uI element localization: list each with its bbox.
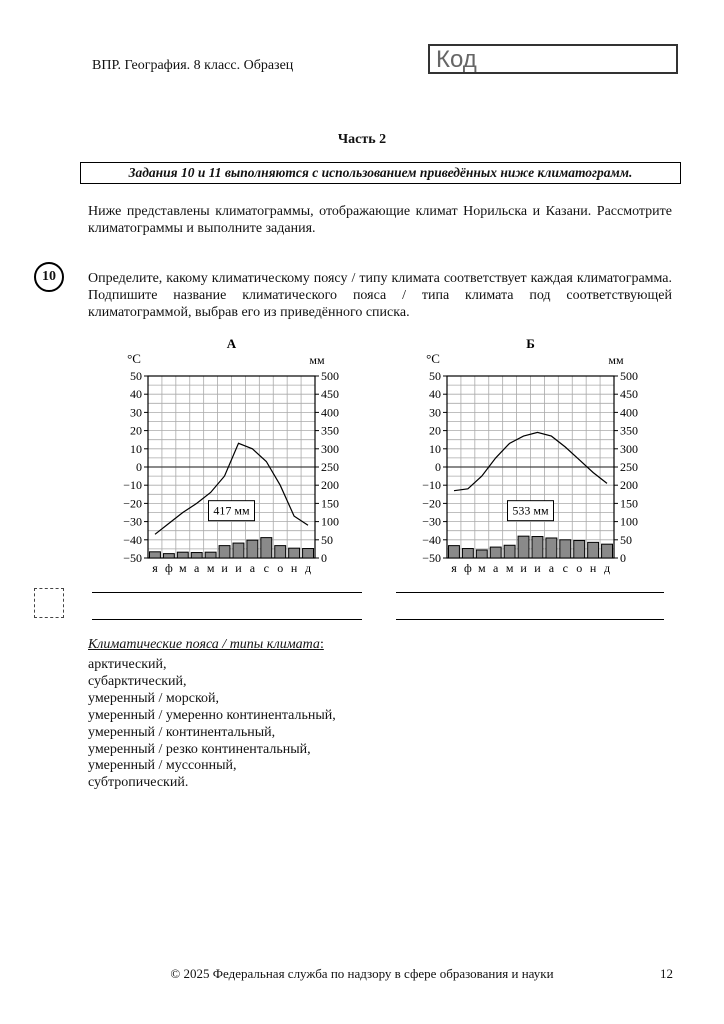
code-field[interactable]: Код bbox=[428, 44, 678, 74]
precipitation-bar bbox=[532, 537, 543, 558]
month-label: д bbox=[304, 561, 312, 575]
month-label: м bbox=[477, 561, 486, 575]
answer-line-b1[interactable] bbox=[396, 592, 664, 593]
precipitation-bar bbox=[275, 546, 286, 558]
y-right-tick-label: 200 bbox=[321, 478, 339, 493]
intro-text: Ниже представлены климатограммы, отображающие климат Норильска и Казани. Рассмотрите климатограммы и выполните задания. bbox=[88, 204, 672, 236]
precipitation-bar bbox=[560, 540, 571, 558]
y-left-tick-label: 30 bbox=[429, 405, 441, 420]
month-label: м bbox=[178, 561, 187, 575]
y-right-tick-label: 450 bbox=[620, 387, 638, 402]
precipitation-bar bbox=[504, 545, 515, 558]
task-text: Определите, какому климатическому поясу / типу климата соответствует каждая климатограмма. Подпишите название климатического пояса / типа климата под соответствующей климатограммой, выбрав его из приведённого списка. bbox=[88, 271, 672, 320]
y-right-tick-label: 400 bbox=[620, 405, 638, 420]
precipitation-bar bbox=[490, 547, 501, 558]
month-label: о bbox=[576, 561, 583, 575]
answer-line-a1[interactable] bbox=[92, 592, 362, 593]
y-right-tick-label: 500 bbox=[620, 369, 638, 383]
y-left-tick-label: −20 bbox=[422, 496, 441, 511]
y-left-tick-label: −50 bbox=[422, 551, 441, 565]
month-label: н bbox=[290, 561, 298, 575]
list-item: умеренный / муссонный, bbox=[88, 758, 237, 774]
precipitation-bar bbox=[205, 552, 216, 558]
month-label: и bbox=[534, 561, 541, 575]
climate-list bbox=[88, 657, 336, 792]
climatograms bbox=[110, 336, 638, 580]
precipitation-bar bbox=[602, 544, 613, 558]
month-label: я bbox=[152, 561, 158, 575]
precipitation-bar bbox=[289, 548, 300, 558]
y-left-tick-label: 0 bbox=[136, 460, 142, 474]
y-left-tick-label: −20 bbox=[123, 496, 142, 511]
y-left-tick-label: 40 bbox=[130, 387, 142, 402]
y-left-tick-label: −30 bbox=[123, 514, 142, 529]
month-label: с bbox=[263, 561, 269, 575]
precipitation-bar bbox=[574, 541, 585, 558]
month-label: ф bbox=[164, 561, 173, 575]
header-title: ВПР. География. 8 класс. Образец bbox=[92, 58, 294, 73]
y-right-tick-label: 50 bbox=[620, 532, 632, 547]
precipitation-bar bbox=[150, 552, 161, 558]
month-label: я bbox=[451, 561, 457, 575]
precipitation-bar bbox=[518, 536, 529, 558]
month-label: д bbox=[603, 561, 611, 575]
precipitation-bar bbox=[177, 552, 188, 558]
y-right-tick-label: 350 bbox=[321, 423, 339, 438]
y-left-tick-label: 20 bbox=[130, 423, 142, 438]
y-right-tick-label: 450 bbox=[321, 387, 339, 402]
y-left-tick-label: −10 bbox=[422, 478, 441, 493]
y-right-tick-label: 300 bbox=[321, 441, 339, 456]
y-left-tick-label: −30 bbox=[422, 514, 441, 529]
list-item: умеренный / континентальный, bbox=[88, 724, 276, 740]
answer-line-a2[interactable] bbox=[92, 619, 362, 620]
y-right-tick-label: 300 bbox=[620, 441, 638, 456]
y-right-tick-label: 250 bbox=[620, 460, 638, 474]
y-right-tick-label: 50 bbox=[321, 532, 333, 547]
y-right-tick-label: 0 bbox=[321, 551, 327, 565]
month-label: о bbox=[277, 561, 284, 575]
total-precipitation-label: 417 мм bbox=[213, 503, 250, 518]
list-item: умеренный / умеренно континентальный, bbox=[88, 707, 336, 723]
precipitation-bar bbox=[233, 543, 244, 558]
answer-line-b2[interactable] bbox=[396, 619, 664, 620]
y-right-tick-label: 150 bbox=[321, 496, 339, 511]
footer-copyright: © 2025 Федеральная служба по надзору в сфере образования и науки bbox=[170, 966, 554, 981]
precipitation-bar bbox=[247, 540, 258, 558]
precipitation-bar bbox=[546, 538, 557, 558]
y-right-tick-label: 400 bbox=[321, 405, 339, 420]
month-label: м bbox=[505, 561, 514, 575]
month-label: с bbox=[562, 561, 568, 575]
precipitation-bar bbox=[163, 554, 174, 558]
y-left-tick-label: 10 bbox=[130, 441, 142, 456]
answer-score-box bbox=[34, 588, 64, 618]
precipitation-bar bbox=[476, 550, 487, 558]
y-left-tick-label: 40 bbox=[429, 387, 441, 402]
y-left-tick-label: −40 bbox=[422, 532, 441, 547]
y-right-tick-label: 100 bbox=[321, 514, 339, 529]
precipitation-bar bbox=[588, 542, 599, 558]
month-label: а bbox=[548, 561, 555, 575]
y-left-tick-label: 50 bbox=[130, 369, 142, 383]
y-left-tick-label: 50 bbox=[429, 369, 441, 383]
list-item: арктический, bbox=[88, 657, 167, 672]
month-label: н bbox=[589, 561, 597, 575]
task-banner: Задания 10 и 11 выполняются с использованием приведённых ниже климатограмм. bbox=[80, 162, 681, 184]
part-title: Часть 2 bbox=[337, 132, 387, 147]
list-item: умеренный / морской, bbox=[88, 690, 220, 706]
y-right-tick-label: 100 bbox=[620, 514, 638, 529]
precipitation-bar bbox=[219, 546, 230, 558]
y-left-tick-label: −10 bbox=[123, 478, 142, 493]
y-right-tick-label: 350 bbox=[620, 423, 638, 438]
task-number-badge: 10 bbox=[34, 262, 64, 292]
month-label: и bbox=[520, 561, 527, 575]
month-label: а bbox=[493, 561, 499, 575]
y-left-unit: °С bbox=[127, 351, 141, 366]
y-right-unit: мм bbox=[608, 353, 624, 367]
month-label: а bbox=[194, 561, 200, 575]
precipitation-bar bbox=[191, 553, 202, 558]
y-right-tick-label: 250 bbox=[321, 460, 339, 474]
precipitation-bar bbox=[449, 546, 460, 558]
precipitation-bar bbox=[261, 538, 272, 558]
list-item: субтропический. bbox=[88, 775, 189, 791]
list-item: умеренный / резко континентальный, bbox=[88, 741, 311, 757]
climate-list-title: Климатические пояса / типы климата: bbox=[88, 637, 324, 652]
y-right-unit: мм bbox=[309, 353, 325, 367]
y-right-tick-label: 0 bbox=[620, 551, 626, 565]
y-left-tick-label: 30 bbox=[130, 405, 142, 420]
page-number: 12 bbox=[660, 966, 673, 981]
y-right-tick-label: 150 bbox=[620, 496, 638, 511]
y-left-tick-label: 0 bbox=[435, 460, 441, 474]
month-label: м bbox=[206, 561, 215, 575]
month-label: а bbox=[249, 561, 256, 575]
month-label: ф bbox=[463, 561, 472, 575]
list-item: субарктический, bbox=[88, 673, 187, 689]
month-label: и bbox=[221, 561, 228, 575]
y-right-tick-label: 500 bbox=[321, 369, 339, 383]
precipitation-bar bbox=[303, 549, 314, 558]
chart-title: Б bbox=[526, 336, 535, 351]
total-precipitation-label: 533 мм bbox=[512, 503, 549, 518]
y-left-tick-label: 10 bbox=[429, 441, 441, 456]
precipitation-bar bbox=[462, 549, 473, 558]
month-label: и bbox=[235, 561, 242, 575]
y-left-tick-label: 20 bbox=[429, 423, 441, 438]
y-left-tick-label: −40 bbox=[123, 532, 142, 547]
y-right-tick-label: 200 bbox=[620, 478, 638, 493]
y-left-tick-label: −50 bbox=[123, 551, 142, 565]
y-left-unit: °С bbox=[426, 351, 440, 366]
chart-title: А bbox=[226, 336, 237, 351]
